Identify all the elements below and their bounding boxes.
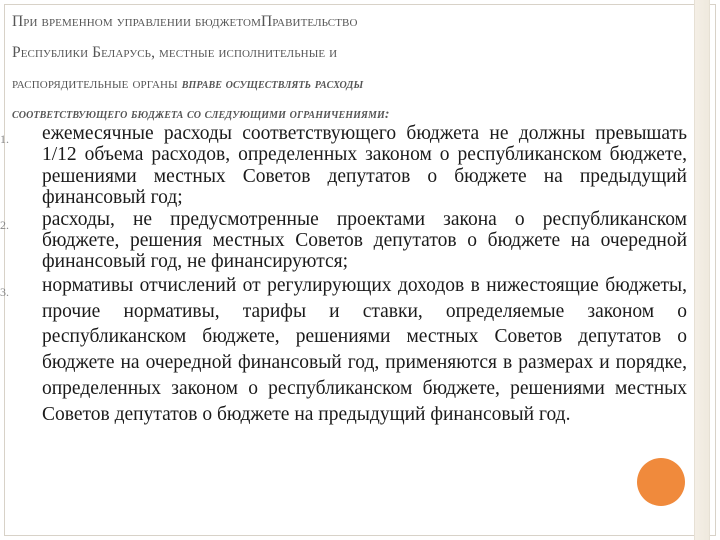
list-item-number: 2. (0, 217, 9, 232)
heading-line-3-emphasis: вправе осуществлять расходы (181, 77, 364, 92)
heading-line-1: При временном управлении бюджетомПравительство (12, 13, 358, 30)
list-item-number: 1. (0, 132, 9, 146)
slide-heading (12, 6, 702, 130)
heading-line-3-plain: распорядительные органы (12, 75, 182, 92)
heading-line-2: Республики Беларусь, местные исполнительные и (12, 44, 338, 61)
list-item-text: ежемесячные расходы соответствующего бюджета не должны превышать 1/12 объема расходов, определенных законом о республиканском бюджете, решениями местных Советов депутатов о бюджете на предыдущий финансовый год; (42, 123, 687, 209)
numbered-list (0, 123, 720, 428)
list-item (0, 209, 720, 273)
list-item-text: нормативы отчислений от регулирующих доходов в нижестоящие бюджеты, прочие нормативы, тарифы и ставки, определяемые законом о республиканском бюджете, решениями местных Советов депутатов о бюджете на очередной финансовый год, применяются в размерах и порядке, определенных законом о республиканском бюджете, решениями местных Советов депутатов о бюджете на предыдущий финансовый год. (42, 274, 687, 425)
heading-line-4-emphasis: соответствующего бюджета со следующими ограничениями: (12, 107, 390, 122)
list-item-text: расходы, не предусмотренные проектами закона о республиканском бюджете, решения местных Советов депутатов о бюджете на очередной финансовый год, не финансируются; (42, 208, 687, 273)
list-item (0, 123, 720, 209)
list-item-number: 3. (0, 284, 9, 299)
list-item (0, 273, 720, 428)
accent-circle-decoration (637, 458, 685, 506)
